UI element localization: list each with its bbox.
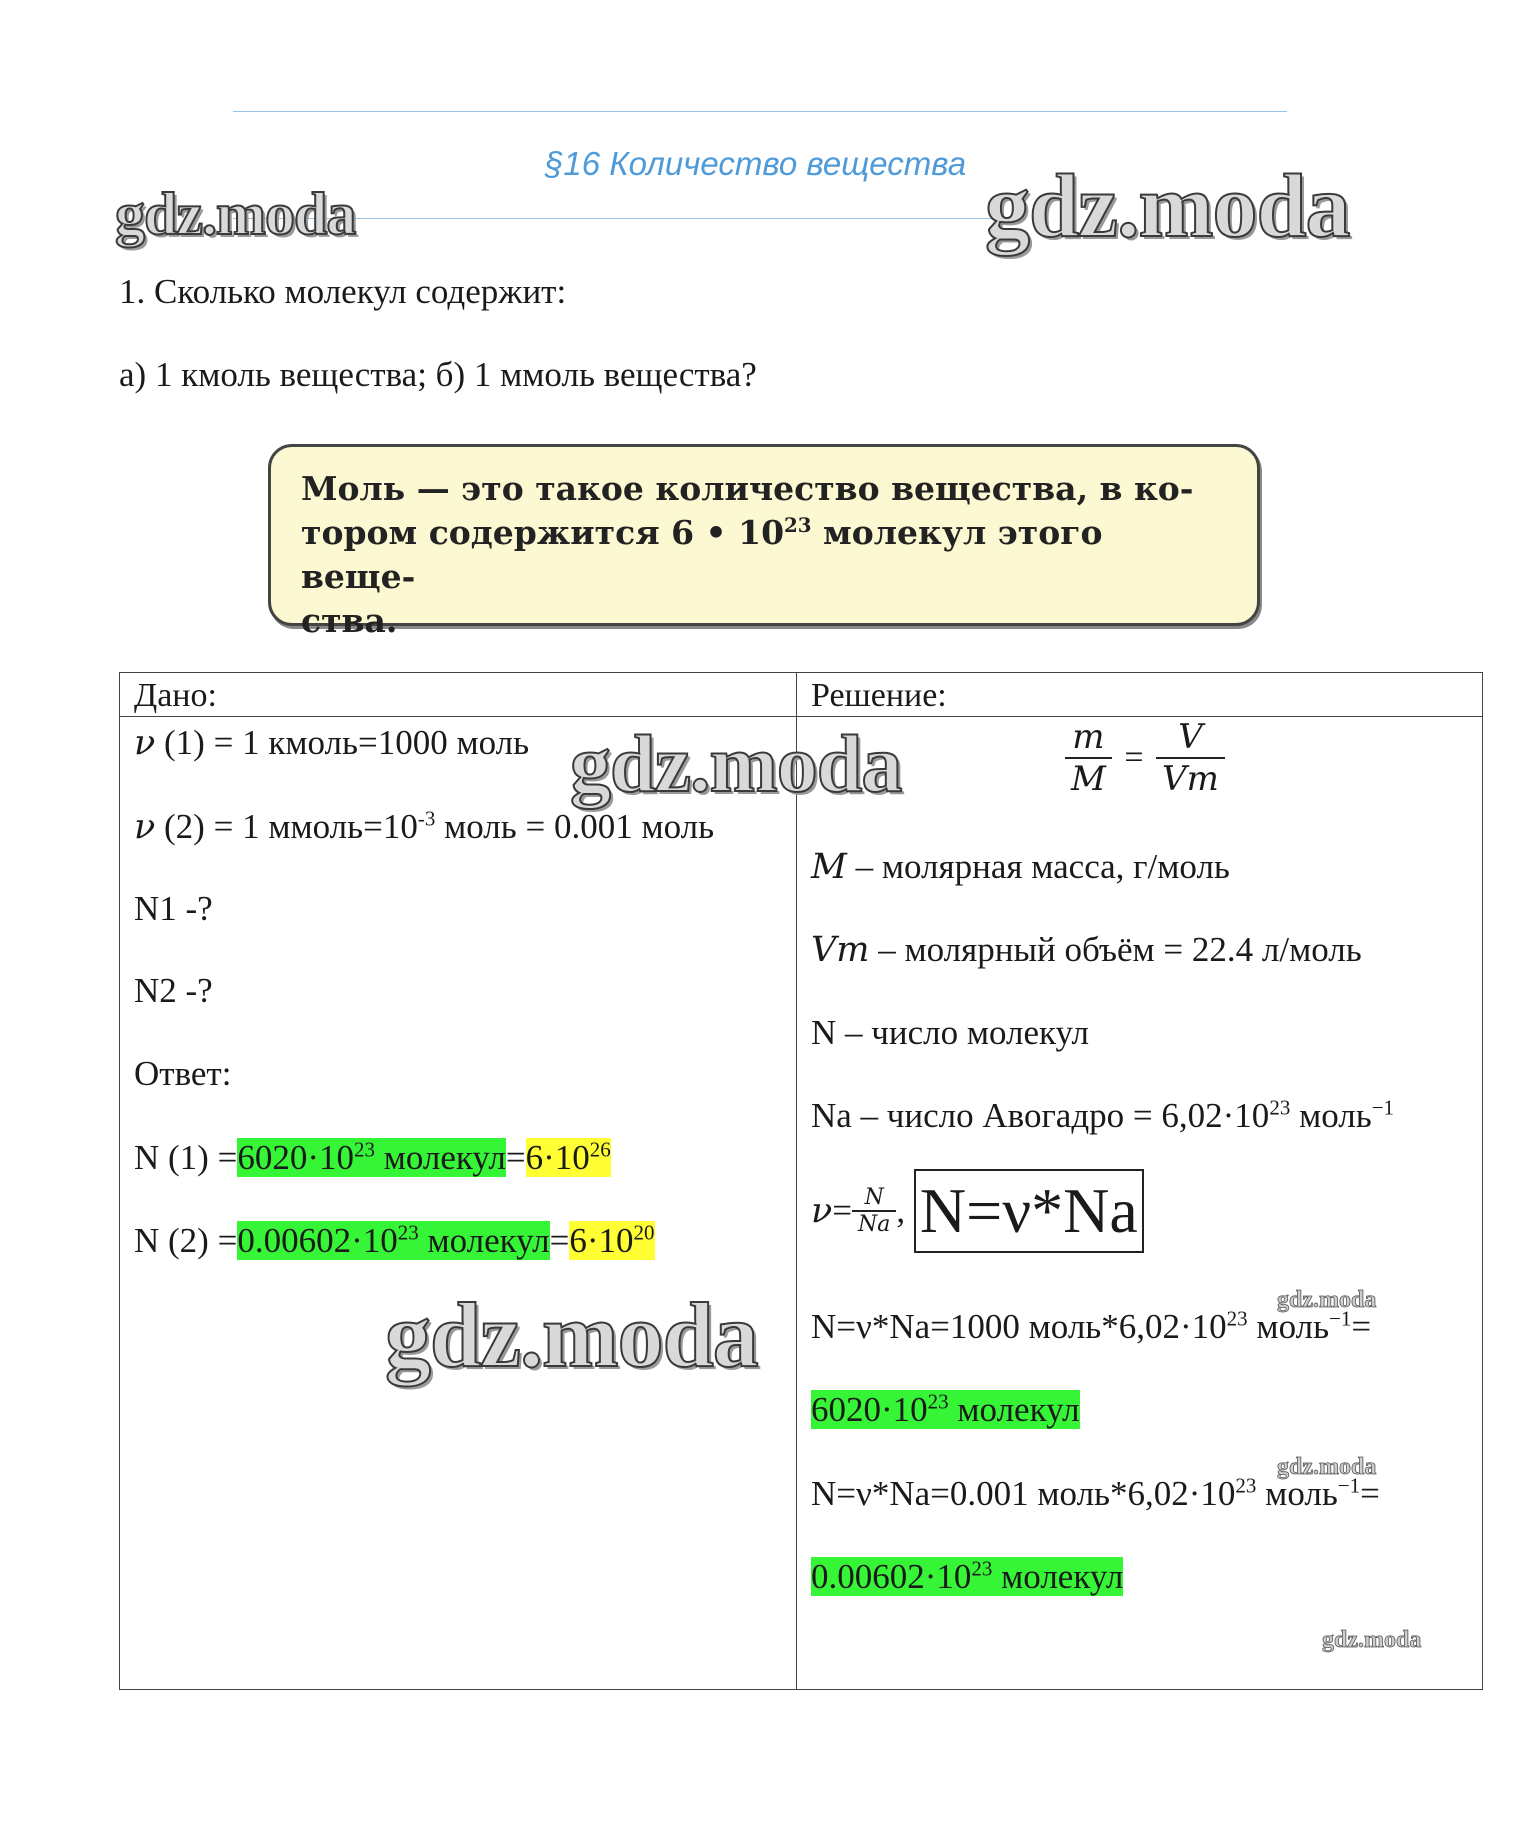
definition-line-2: тором содержится 6 • $10^{23}$ молекул этого веще- (301, 513, 1103, 596)
given-header-cell (120, 673, 797, 717)
answer-2-highlight-yellow: $6\cdot 10^{20}$ (569, 1220, 655, 1260)
given-header: Дано: (134, 677, 217, 714)
definition-line-3: ства. (301, 601, 398, 640)
answer-2-highlight-green: $0.00602\cdot 10^{23}$ молекул (237, 1220, 550, 1260)
molecule-count-def: N – число молекул (811, 1013, 1089, 1052)
given-nu2: ν (2) = 1 $ммоль=10^{-3}$ моль = 0.001 моль (134, 806, 715, 847)
question-line-1: 1. Сколько молекул содержит: (119, 272, 567, 311)
answer-1-highlight-yellow: $6\cdot 10^{26}$ (525, 1137, 611, 1177)
definition-line-1: Моль — это такое количество вещества, в ко- (301, 469, 1194, 508)
watermark-small-2: gdz.moda (1277, 1454, 1377, 1480)
given-n2: N2 -? (134, 971, 213, 1010)
answer-label: Ответ: (134, 1054, 232, 1093)
given-nu1: ν (1) = 1 кмоль=1000 моль (134, 723, 530, 763)
given-n1: N1 -? (134, 889, 213, 928)
molar-volume-def: Vm – молярный объём = 22.4 л/моль (811, 930, 1362, 970)
solution-table (119, 672, 1483, 1690)
nu-formula: ν= $\frac{N}{Na}$ , N=ν*Na (811, 1169, 1144, 1253)
calc-2: N=ν*Na=0.001 $моль*6,02\cdot 10^{23}$ моль$^{-1}$= (811, 1473, 1380, 1513)
question-line-2: а) 1 кмоль вещества; б) 1 ммоль вещества? (119, 355, 757, 394)
calc-1: N=ν*Na=1000 $моль*6,02\cdot 10^{23}$ моль$^{-1}$= (811, 1306, 1372, 1346)
top-rule (233, 111, 1287, 112)
answer-1: N $(1) =6020\cdot 10^{23}$ $молекул=6\cdot 10^{26}$ (134, 1137, 611, 1177)
watermark-given-bottom: gdz.moda (385, 1284, 758, 1386)
solution-header: Решение: (811, 677, 947, 714)
watermark-given-top: gdz.moda (570, 718, 902, 809)
solution-cell (797, 717, 1483, 1690)
watermark-top-left: gdz.moda (115, 181, 356, 247)
page-title: §16 Количество вещества (545, 145, 967, 182)
solution-header-cell (797, 673, 1483, 717)
watermark-small-1: gdz.moda (1277, 1287, 1377, 1313)
boxed-formula: N=ν*Na (914, 1169, 1144, 1253)
given-cell (120, 717, 902, 1690)
watermark-top-right: gdz.moda (985, 157, 1350, 256)
answer-2: N $(2) =0.00602\cdot 10^{23}$ $молекул=6\cdot 10^{20}$ (134, 1220, 655, 1260)
result-1: $6020\cdot 10^{23}$ молекул (811, 1389, 1080, 1429)
answer-1-highlight-green: $6020\cdot 10^{23}$ молекул (237, 1137, 506, 1177)
definition-box (268, 444, 1260, 640)
molar-mass-def: M – молярная масса, г/моль (811, 847, 1230, 887)
watermark-small-3: gdz.moda (1322, 1627, 1422, 1653)
ratio-formula: $\frac{m}{M}$ = $\frac{V}{Vm}$ (1065, 717, 1225, 799)
result-2: $0.00602\cdot 10^{23}$ молекул (811, 1556, 1124, 1596)
avogadro-def: Na – число Авогадро = $6,02\cdot 10^{23}$ моль$^{-1}$ (811, 1095, 1395, 1135)
